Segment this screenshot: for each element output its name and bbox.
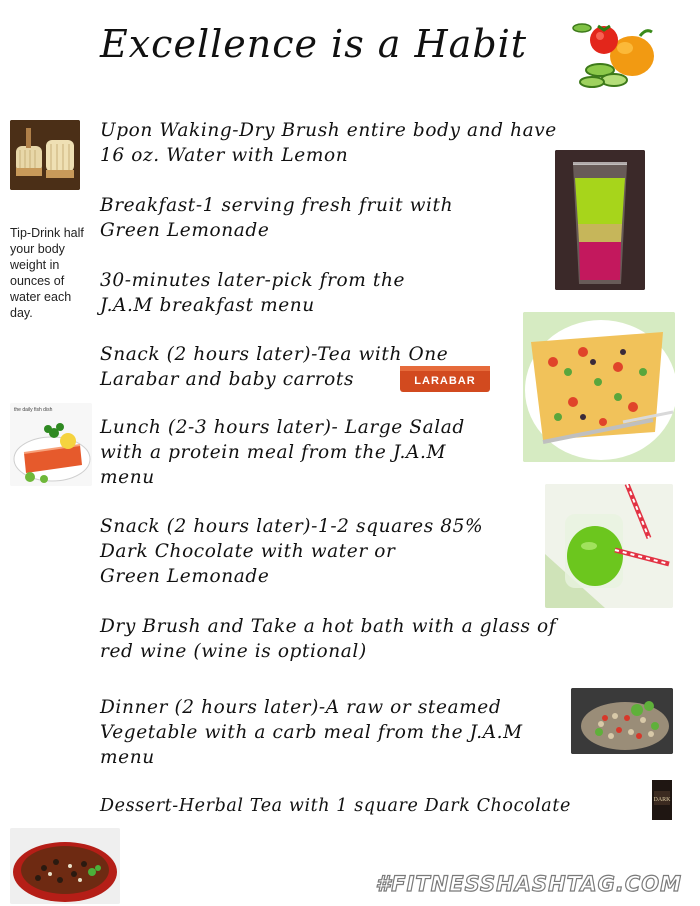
step-line: with a protein meal from the J.A.M bbox=[100, 442, 447, 463]
watermark: #FITNESSHASHTAG.COM bbox=[375, 872, 682, 896]
step-line: Breakfast-1 serving fresh fruit with bbox=[100, 195, 454, 216]
dry-brush-image bbox=[10, 120, 80, 190]
svg-text:LARABAR: LARABAR bbox=[414, 375, 476, 387]
green-lemonade-glass-image bbox=[555, 150, 645, 290]
step-breakfast-menu bbox=[100, 268, 405, 318]
step-upon-waking bbox=[100, 118, 557, 168]
step-line: Dry Brush and Take a hot bath with a glass of bbox=[100, 616, 557, 637]
step-line: Dinner (2 hours later)-A raw or steamed bbox=[100, 697, 502, 718]
step-line: 16 oz. Water with Lemon bbox=[100, 145, 349, 166]
tip-text: Tip-Drink half your body weight in ounces of water each day. bbox=[10, 226, 84, 320]
step-snack-one bbox=[100, 342, 448, 392]
svg-text:DARK: DARK bbox=[653, 797, 671, 803]
step-line: Snack (2 hours later)-1-2 squares 85% bbox=[100, 516, 484, 537]
step-line: Dessert-Herbal Tea with 1 square Dark Chocolate bbox=[100, 796, 571, 816]
step-dessert bbox=[100, 794, 571, 819]
step-line: Green Lemonade bbox=[100, 220, 270, 241]
step-line: 30-minutes later-pick from the bbox=[100, 270, 406, 291]
step-line: menu bbox=[100, 467, 155, 488]
step-lunch bbox=[100, 415, 465, 490]
step-dinner bbox=[100, 695, 523, 770]
page-title: Excellence is a Habit bbox=[100, 22, 528, 66]
quinoa-salad-image bbox=[571, 688, 673, 754]
step-line: Vegetable with a carb meal from the J.A.M bbox=[100, 722, 523, 743]
vegetables-image bbox=[570, 18, 670, 98]
frittata-image bbox=[523, 312, 675, 462]
step-line: red wine (wine is optional) bbox=[100, 641, 367, 662]
svg-text:the daily fish dish: the daily fish dish bbox=[14, 407, 53, 413]
salmon-dish-image bbox=[10, 403, 92, 486]
step-line: Lunch (2-3 hours later)- Large Salad bbox=[100, 417, 465, 438]
dark-chocolate-image bbox=[651, 779, 673, 821]
step-line: Green Lemonade bbox=[100, 566, 270, 587]
step-snack-two bbox=[100, 514, 483, 589]
step-line: Dark Chocolate with water or bbox=[100, 541, 396, 562]
soup-bowl-image bbox=[10, 828, 120, 904]
step-line: J.A.M breakfast menu bbox=[100, 295, 315, 316]
step-breakfast bbox=[100, 193, 453, 243]
green-smoothie-image bbox=[545, 484, 673, 608]
step-line: menu bbox=[100, 747, 155, 768]
step-hot-bath bbox=[100, 614, 556, 664]
step-line: Upon Waking-Dry Brush entire body and have bbox=[100, 120, 557, 141]
step-line: Snack (2 hours later)-Tea with One bbox=[100, 344, 449, 365]
step-line: Larabar and baby carrots bbox=[100, 369, 355, 390]
